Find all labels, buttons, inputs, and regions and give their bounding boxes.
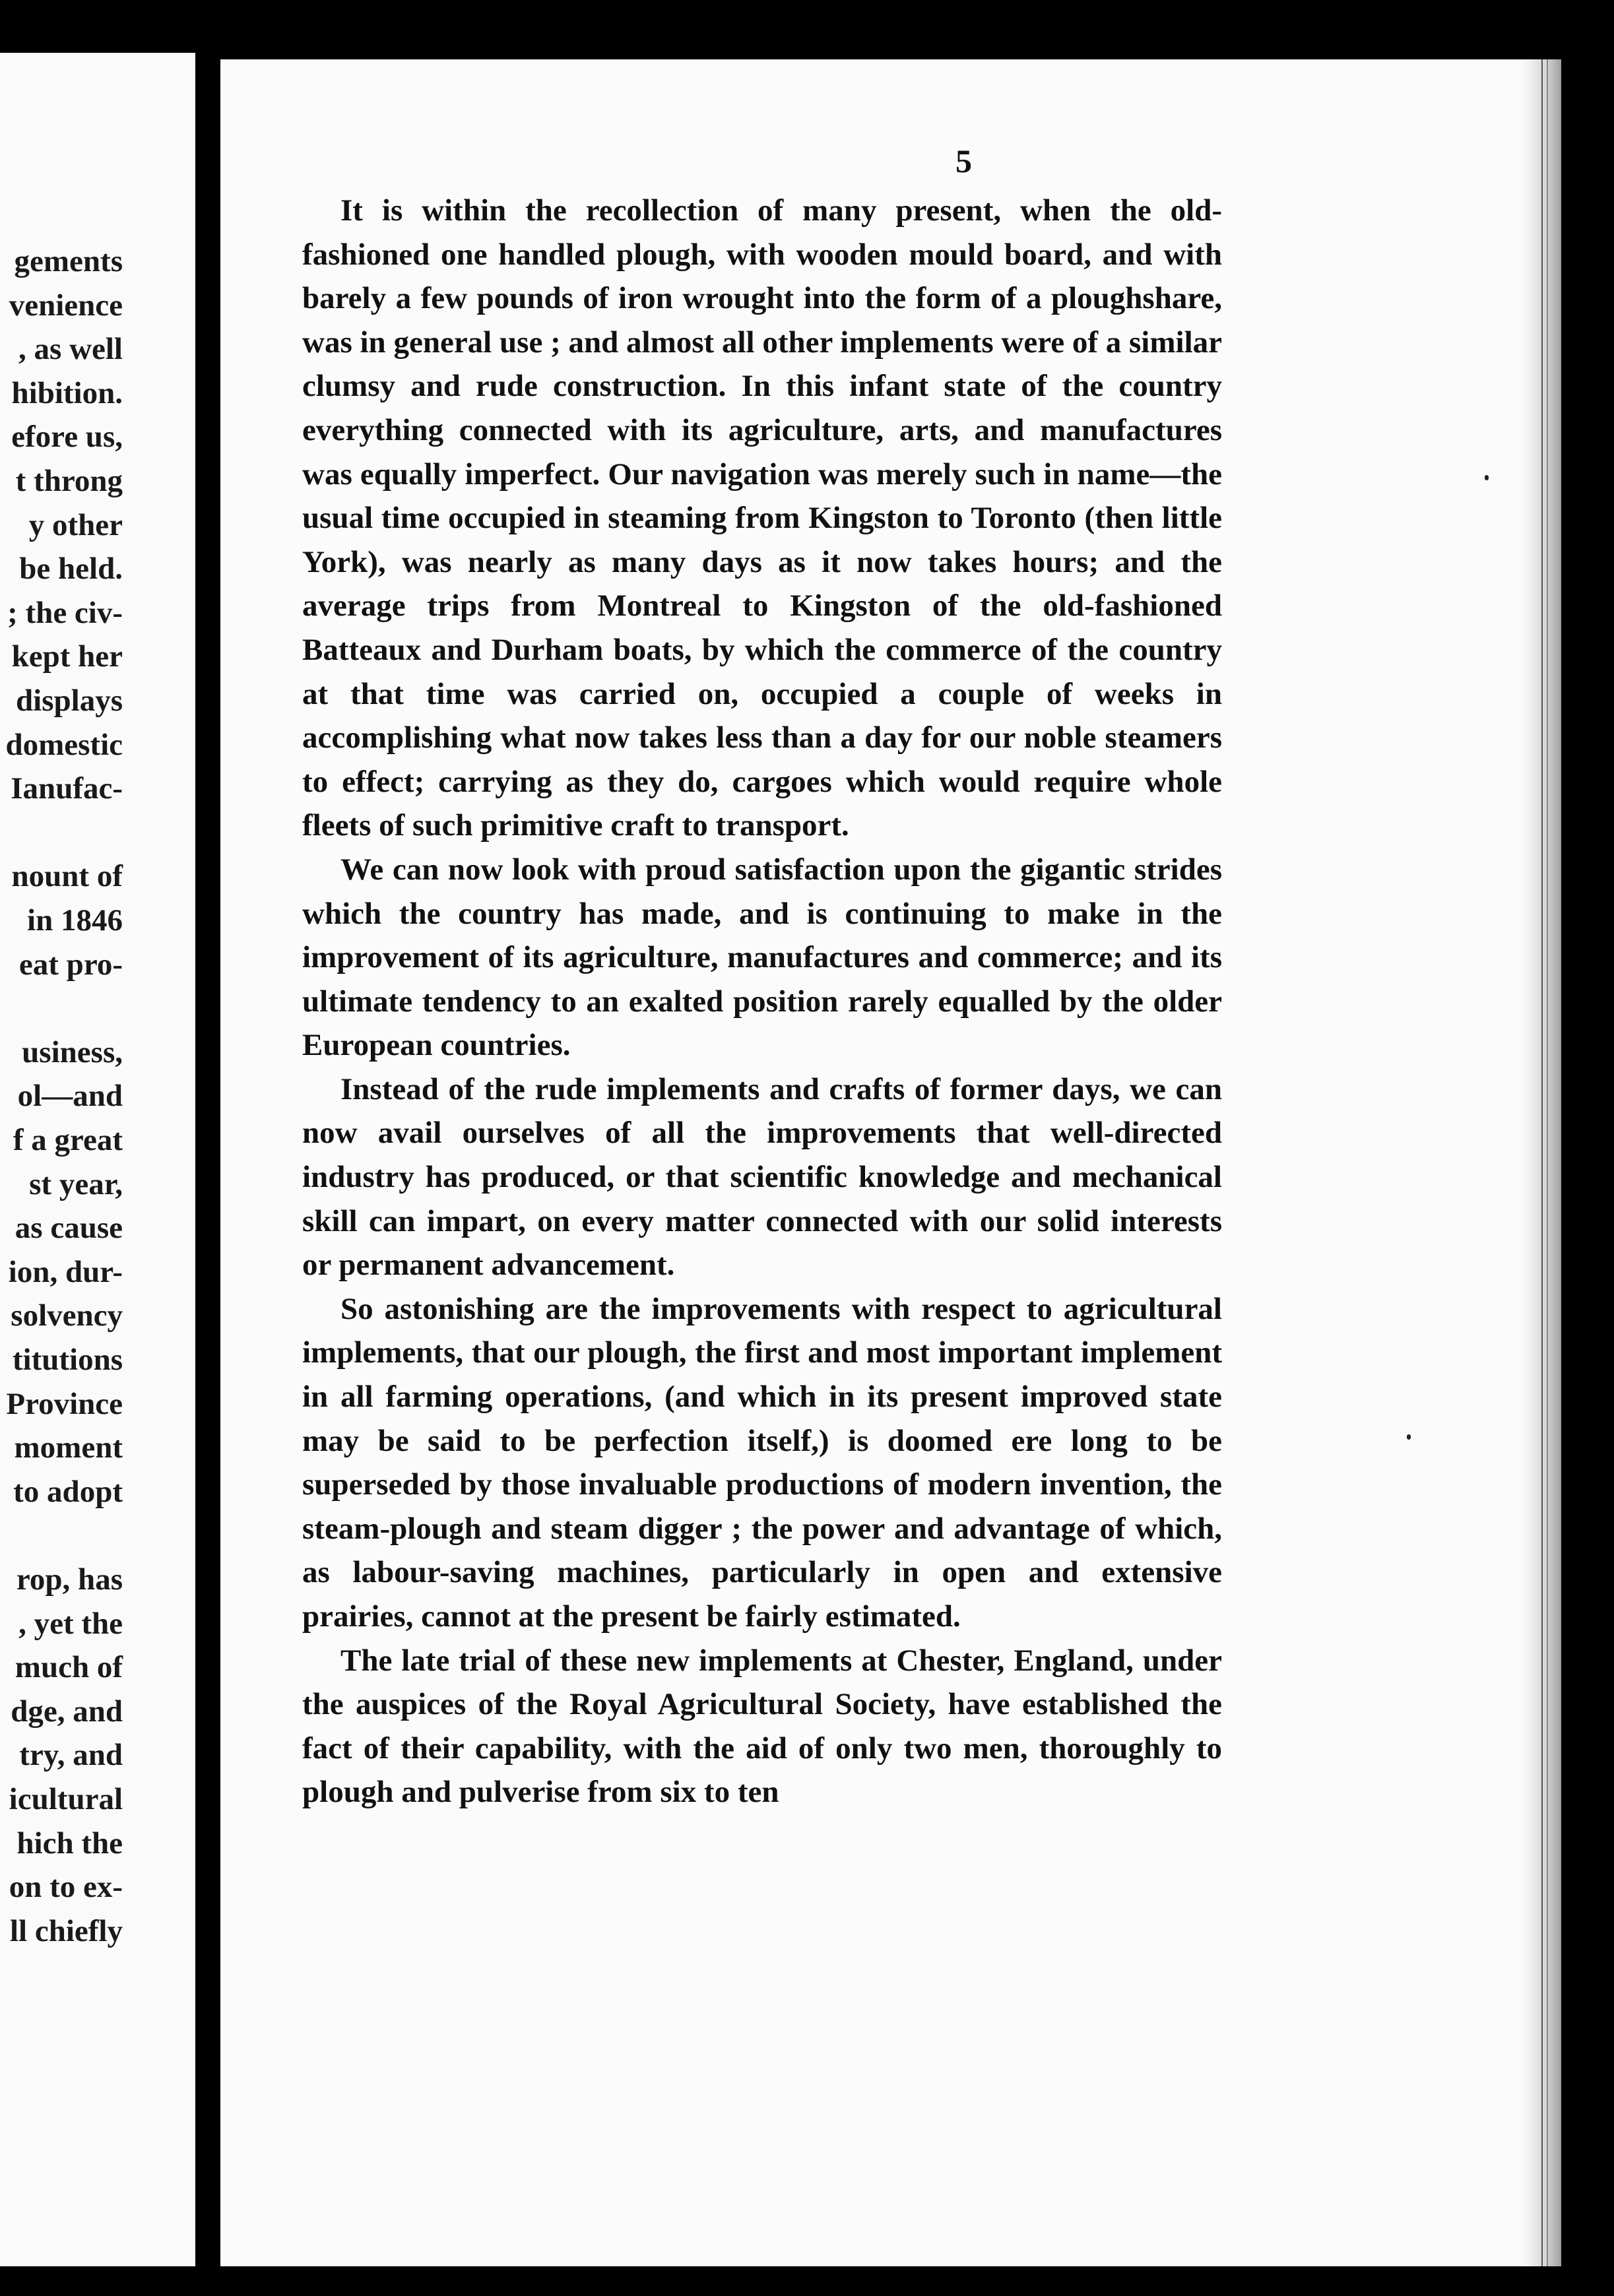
paragraph-2: We can now look with proud satisfaction upon the gigantic strides which the country has made, and is continuing to make in the improvement of its agriculture, manufactures and commerce; and its ultimate tendency to an exalted position rarely equalled by the older European countries. (302, 852, 1222, 1063)
left-page-line: much of (15, 1650, 123, 1685)
left-page-line: be held. (19, 552, 123, 587)
paragraph-4: So astonishing are the improvements with respect to agricultural implements, that our plough, the first and most important implement in all farming operations, (and which in its present improved state may be said to be perfection itself,) is doomed ere long to be superseded by those invaluable productions of modern invention, the steam-plough and steam digger ; the power and advantage of which, as labour-saving machines, particularly in open and extensive prairies, cannot at the present be fairly estimated. (302, 1291, 1222, 1634)
left-page-line: icultural (9, 1782, 123, 1816)
left-page-line: efore us, (11, 420, 123, 455)
left-page-line: t throng (15, 464, 123, 498)
paper-speck (1485, 475, 1489, 480)
left-page-line: ol—and (17, 1079, 123, 1114)
left-page-line: st year, (29, 1166, 123, 1201)
left-page-line: gements (14, 244, 123, 278)
left-page-line: hich the (16, 1826, 123, 1861)
left-page-line: eat pro- (18, 947, 123, 982)
left-page-line: in 1846 (27, 903, 123, 938)
left-page-line: titutions (12, 1343, 123, 1377)
left-page-line: ion, dur- (8, 1254, 123, 1289)
page-number: 5 (955, 143, 972, 179)
left-page-line: moment (14, 1430, 123, 1465)
left-page-line: dge, and (11, 1694, 123, 1729)
left-page-line: rop, has (16, 1562, 123, 1597)
left-page-line: on to ex- (9, 1870, 123, 1905)
left-page-line: , as well (18, 332, 123, 367)
paragraph-1: It is within the recollection of many present, when the old-fashioned one handled plough, with wooden mould board, and with barely a few pounds of iron wrought into the form of a ploughshare, was in general use ; and almost all other implements were of a similar clumsy and rude construction. In this infant state of the country everything connected with its agriculture, arts, and manufactures was equally imperfect. Our navigation was merely such in name—the usual time occupied in steaming from Kingston to Toronto (then little York), was nearly as many days as it now takes hours; and the average trips from Montreal to Kingston of the old-fashioned Batteaux and Durham boats, by which the commerce of the country at that time was carried on, occupied a couple of weeks in accomplishing what now takes less than a day for our noble steamers to effect; carrying as they do, cargoes which would require whole fleets of such primitive craft to transport. (302, 193, 1222, 843)
left-page-line: hibition. (11, 375, 123, 410)
left-page-line: try, and (19, 1738, 123, 1773)
left-page-line: , yet the (18, 1606, 123, 1641)
page-edge-lines (1541, 59, 1548, 2266)
left-page (0, 53, 195, 2266)
right-page (220, 59, 1561, 2266)
left-page-line: ll chiefly (10, 1913, 123, 1948)
left-page-line: domestic (5, 727, 123, 762)
left-page-line: Province (6, 1386, 123, 1421)
left-page-line: to adopt (13, 1474, 123, 1509)
left-page-line: kept her (11, 639, 123, 674)
left-page-line: displays (16, 684, 123, 718)
left-page-line: f a great (13, 1123, 123, 1157)
left-page-line: venience (9, 288, 123, 323)
left-page-line: usiness, (22, 1035, 123, 1069)
paragraph-5: The late trial of these new implements at Chester, England, under the auspices of the Royal Agricultural Society, have established the fact of their capability, with the aid of only two men, thoroughly to plough and pulverise from six to ten (302, 1643, 1222, 1810)
left-page-line: solvency (11, 1298, 123, 1333)
body-text (302, 189, 1222, 1814)
paragraph-3: Instead of the rude implements and crafts of former days, we can now avail ourselves of all the improvements that well-directed industry has produced, or that scientific knowledge and mechanical skill can impart, on every matter connected with our solid interests or permanent advancement. (302, 1071, 1222, 1283)
left-page-line: ; the civ- (7, 595, 123, 630)
left-page-line: as cause (15, 1211, 123, 1246)
left-page-line: y other (28, 507, 123, 542)
left-page-line: Ianufac- (11, 771, 123, 806)
paper-speck (1407, 1434, 1411, 1440)
left-page-line: nount of (11, 859, 123, 894)
